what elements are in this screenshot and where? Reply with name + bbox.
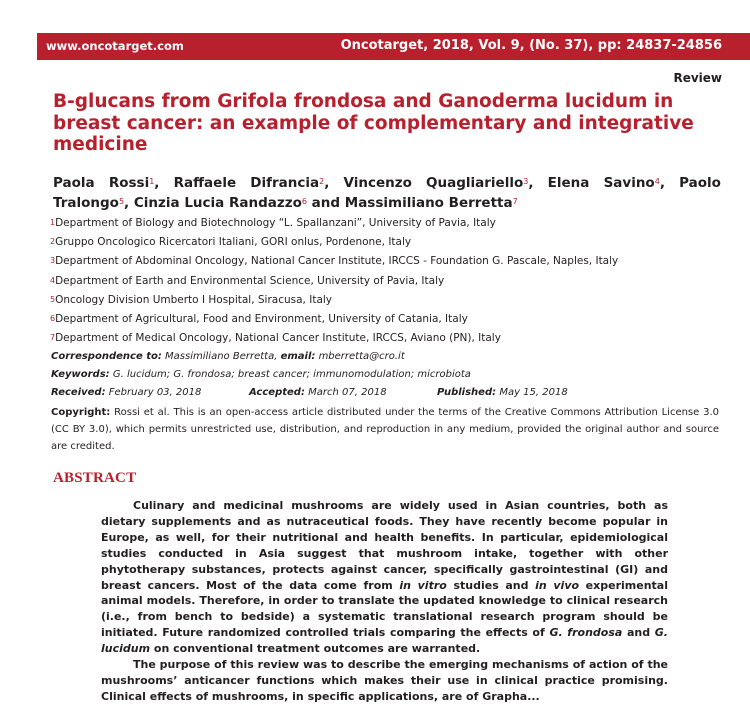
correspondence-line: Correspondence to: Massimiliano Berretta, email: mberretta@cro.it xyxy=(51,351,405,362)
correspondence-name: Massimiliano Berretta xyxy=(165,351,275,362)
journal-header-banner xyxy=(37,33,750,60)
affiliation-text: Department of Medical Oncology, National Cancer Institute, IRCCS, Aviano (PN), Italy xyxy=(55,332,501,345)
affiliation-item xyxy=(50,329,720,348)
author-affiliation-marker: 7 xyxy=(512,197,518,206)
journal-website-link[interactable]: www.oncotarget.com xyxy=(46,39,184,53)
abstract-paragraph-2: The purpose of this review was to describe the emerging mechanisms of action of the mushrooms’ anticancer functions which makes their use in clinical practice promising. Clinical effects of mushrooms, in specific applications, are of Grapha... xyxy=(101,658,668,703)
author-name: Vincenzo Quagliariello xyxy=(343,175,524,191)
affiliation-number: 7 xyxy=(50,333,56,343)
affiliation-text: Department of Agricultural, Food and Environment, University of Catania, Italy xyxy=(55,313,468,326)
affiliation-item xyxy=(50,272,720,291)
article-type-label: Review xyxy=(673,71,722,85)
abstract-body xyxy=(101,498,668,705)
author-affiliation-marker: 4 xyxy=(654,177,660,186)
affiliation-text: Department of Abdominal Oncology, National Cancer Institute, IRCCS - Foundation G. Pascale, Naples, Italy xyxy=(55,255,619,268)
affiliation-item xyxy=(50,310,720,329)
affiliation-number: 5 xyxy=(50,294,56,304)
abstract-paragraph-1: Culinary and medicinal mushrooms are widely used in Asian countries, both as dietary supplements and as nutraceutical foods. They have recently become popular in Europe, as well, for their nutritional and health benefits. In particular, epidemiological studies conducted in Asia suggest that mushroom intake, together with other phytotherapy substances, protects against cancer, specifically gastrointestinal (GI) and breast cancers. Most of the data come from in vitro studies and in vivo experimental animal models. Therefore, in order to translate the updated knowledge to clinical research (i.e., from bench to bedside) a systematic translational research program should be initiated. Future randomized controlled trials comparing the effects of G. frondosa and G. lucidum on conventional treatment outcomes are warranted. xyxy=(101,499,668,656)
published-date: Published: May 15, 2018 xyxy=(437,387,568,398)
affiliation-item xyxy=(50,252,720,271)
author-affiliation-marker: 2 xyxy=(319,177,325,186)
accepted-date: Accepted: March 07, 2018 xyxy=(249,387,387,398)
author-list: Paola Rossi$^1$, Raffaele Difrancia$^2$, Vincenzo Quagliariello$^3$, Elena Savino$^4$, Paolo Tralongo$^5$, Cinzia Lucia Randazzo$^6$ and Massimiliano Berretta$^7$ xyxy=(53,175,721,211)
affiliation-number: 4 xyxy=(50,275,56,285)
affiliation-number: 1 xyxy=(50,218,56,227)
author-name: Raffaele Difrancia xyxy=(173,175,320,191)
author-name: Paola Rossi xyxy=(53,175,150,191)
affiliation-number: 2 xyxy=(50,237,56,247)
affiliation-number: 3 xyxy=(50,256,56,266)
author-name: Cinzia Lucia Randazzo xyxy=(133,195,302,211)
author-affiliation-marker: 3 xyxy=(523,177,529,186)
author-affiliation-marker: 5 xyxy=(118,197,125,206)
received-date: Received: February 03, 2018 xyxy=(51,387,202,398)
affiliation-text: Department of Biology and Biotechnology “L. Spallanzani”, University of Pavia, Italy xyxy=(55,217,496,229)
affiliation-list xyxy=(50,214,720,348)
author-name: Elena Savino xyxy=(547,175,655,191)
affiliation-item xyxy=(50,233,720,252)
keywords-line: Keywords: G. lucidum; G. frondosa; breast cancer; immunomodulation; microbiota xyxy=(51,369,471,380)
affiliation-text: Gruppo Oncologico Ricercatori Italiani, GORI onlus, Pordenone, Italy xyxy=(55,236,412,249)
author-affiliation-marker: 1 xyxy=(149,177,155,186)
author-affiliation-marker: 6 xyxy=(301,197,307,206)
correspondence-email[interactable]: mberretta@cro.it xyxy=(318,351,405,362)
abstract-heading: ABSTRACT xyxy=(53,470,137,486)
journal-citation: Oncotarget, 2018, Vol. 9, (No. 37), pp: 24837-24856 xyxy=(340,38,722,53)
author-name: Massimiliano Berretta xyxy=(344,195,513,211)
article-title: B-glucans from Grifola frondosa and Ganoderma lucidum in breast cancer: an example of complementary and integrative medicine xyxy=(53,91,694,155)
affiliation-number: 6 xyxy=(50,314,56,324)
affiliation-item xyxy=(50,214,720,233)
affiliation-text: Oncology Division Umberto I Hospital, Siracusa, Italy xyxy=(55,293,333,306)
keywords-text: G. lucidum; G. frondosa; breast cancer; immunomodulation; microbiota xyxy=(112,369,471,380)
author-name: Paolo Tralongo xyxy=(53,175,721,211)
copyright-notice: Copyright: Rossi et al. This is an open-access article distributed under the terms of the Creative Commons Attribution License 3.0 (CC BY 3.0), which permits unrestricted use, distribution, and reproduction in any medium, provided the original author and source are credited. xyxy=(51,407,719,452)
affiliation-text: Department of Earth and Environmental Science, University of Pavia, Italy xyxy=(55,274,445,287)
affiliation-item xyxy=(50,291,720,310)
